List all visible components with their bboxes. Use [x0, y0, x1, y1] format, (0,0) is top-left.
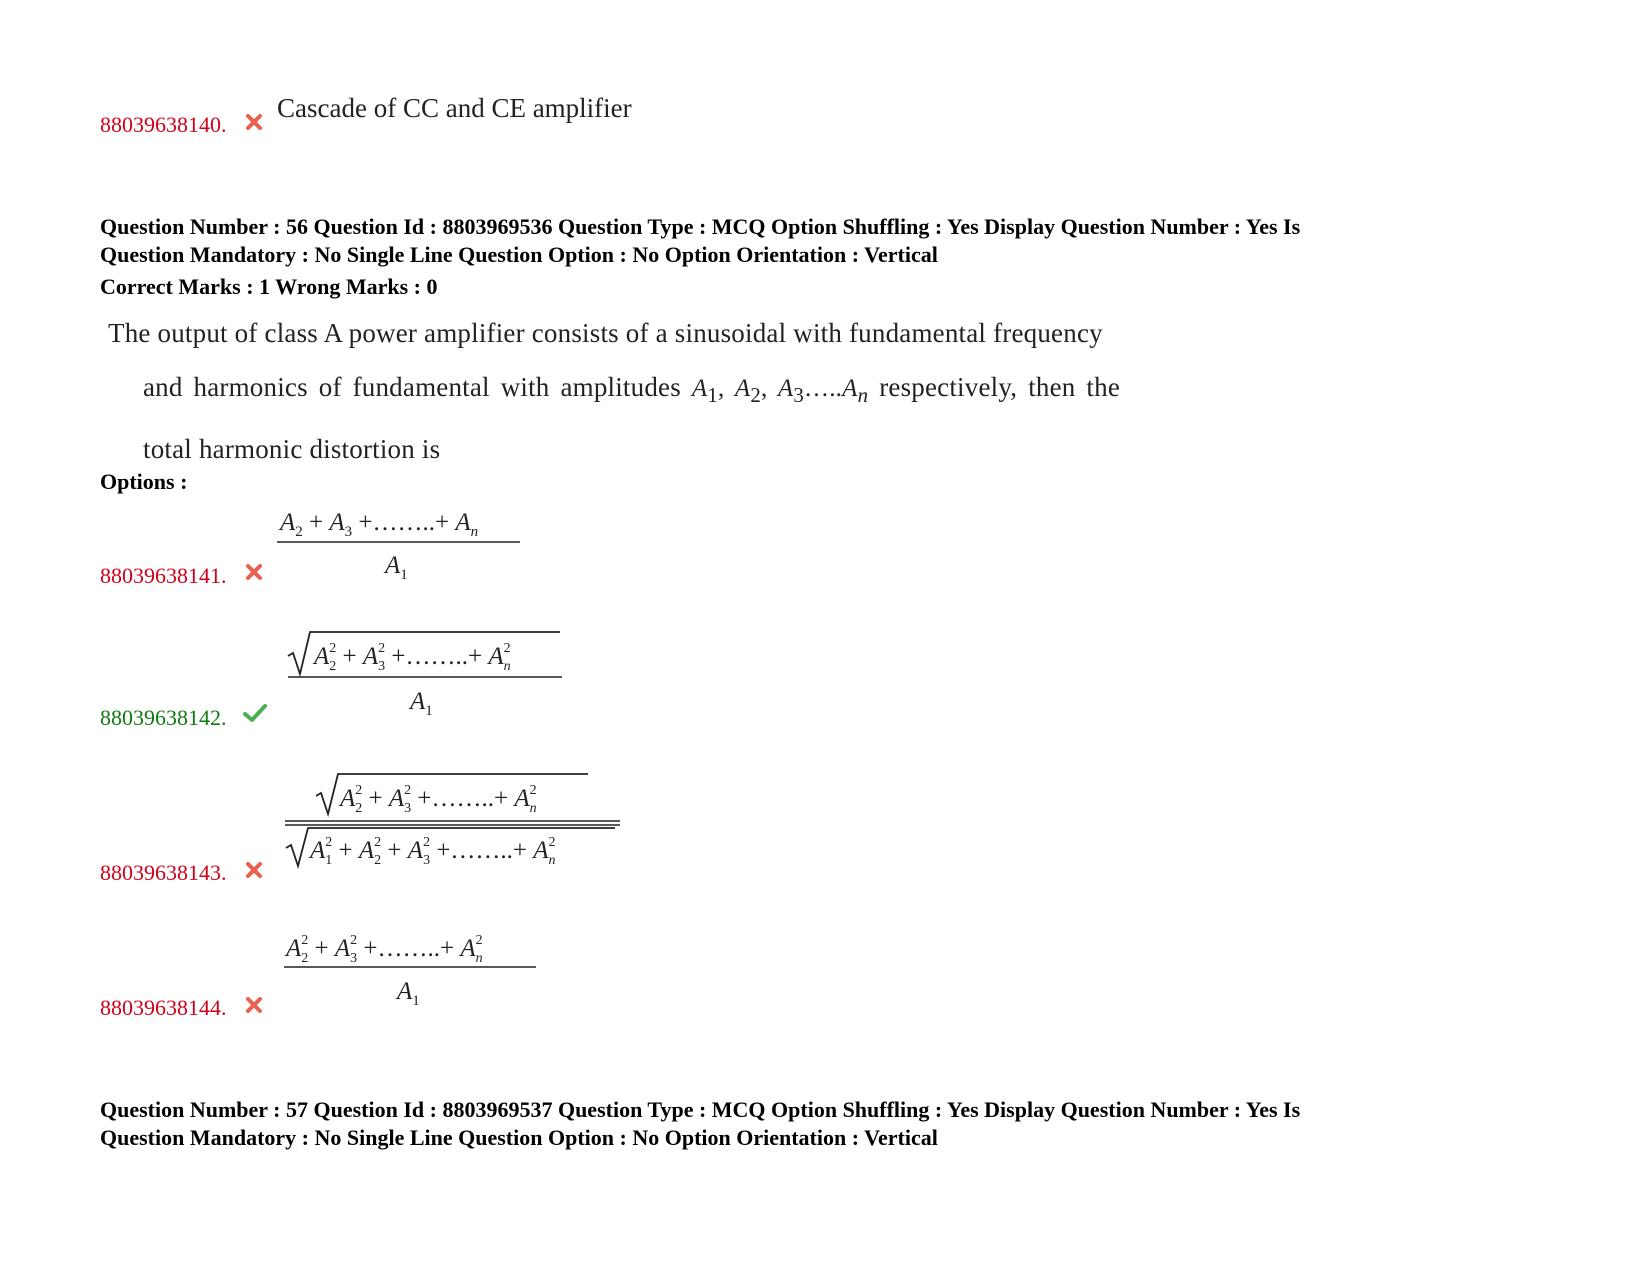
question-marks: Correct Marks : 1 Wrong Marks : 0 — [100, 274, 438, 299]
svg-text:A1: $A_1$ — [397, 978, 420, 1009]
option-number: 88039638141. — [100, 563, 227, 588]
svg-text:A22 + A23 +……..+ A2n: $A^2$ $2 + A^2$ 3 +……..+ $A^2$ n — [314, 641, 511, 674]
option-formula — [280, 922, 560, 1017]
check-icon — [243, 703, 267, 723]
question-meta: Question Number : 57 Question Id : 8803969537 Question Type : MCQ Option Shuffling : Yes Display Question Number : Yes Is Question Mandatory : No Single Line Question Option : No Option Orientation : Vertical — [100, 1097, 1301, 1150]
cross-icon — [245, 113, 263, 131]
svg-text:A22 + A23 +……..+ A2n: $A^2$ $2 + A^2$ 3 +……..+ $A^2$ n — [286, 933, 483, 966]
svg-text:A2 + A3 +……..+ An: $A_2 + A_3$ +……..+ $A_n$ — [280, 509, 479, 540]
option-number: 88039638144. — [100, 995, 227, 1020]
amplitudes-math: $A_1$, $A_2$, $A_3\dots..A_n$ — [691, 375, 869, 407]
option-number: 88039638140. — [100, 112, 227, 137]
option-number: 88039638142. — [100, 705, 227, 730]
option-formula — [280, 766, 630, 876]
options-label: Options : — [100, 469, 188, 494]
question-text: The output of class A power amplifier consists of a sinusoidal with fundamental frequency and harmonics of fundamental with amplitudes $A_1$, $A_2$, $A_3\dots..A_n$ respectively, then the total harmonic distortion is — [108, 318, 1121, 464]
cross-icon — [245, 861, 263, 879]
option-number: 88039638143. — [100, 860, 227, 885]
svg-text:A22 + A23 +……..+ A2n: $A^2$ $2 + A^2$ 3 +……..+ $A^2$ n — [340, 783, 537, 816]
option-formula — [280, 622, 580, 722]
cross-icon — [245, 563, 263, 581]
option-text: Cascade of CC and CE amplifier — [277, 93, 632, 123]
svg-text:A1: $A_1$ — [410, 688, 433, 719]
svg-text:A21 + A22 + A23 +……..+ A2n: $A^2$ $1 + A^2$ $2 + A^2$ 3 +……..+ $A^2$ n — [310, 835, 556, 868]
svg-text:A1: $A_1$ — [385, 552, 408, 583]
option-formula — [270, 500, 540, 590]
question-meta: Question Number : 56 Question Id : 8803969536 Question Type : MCQ Option Shuffling : Yes Display Question Number : Yes Is Question Mandatory : No Single Line Question Option : No Option Orientation : Vertical — [100, 214, 1301, 267]
cross-icon — [245, 996, 263, 1014]
